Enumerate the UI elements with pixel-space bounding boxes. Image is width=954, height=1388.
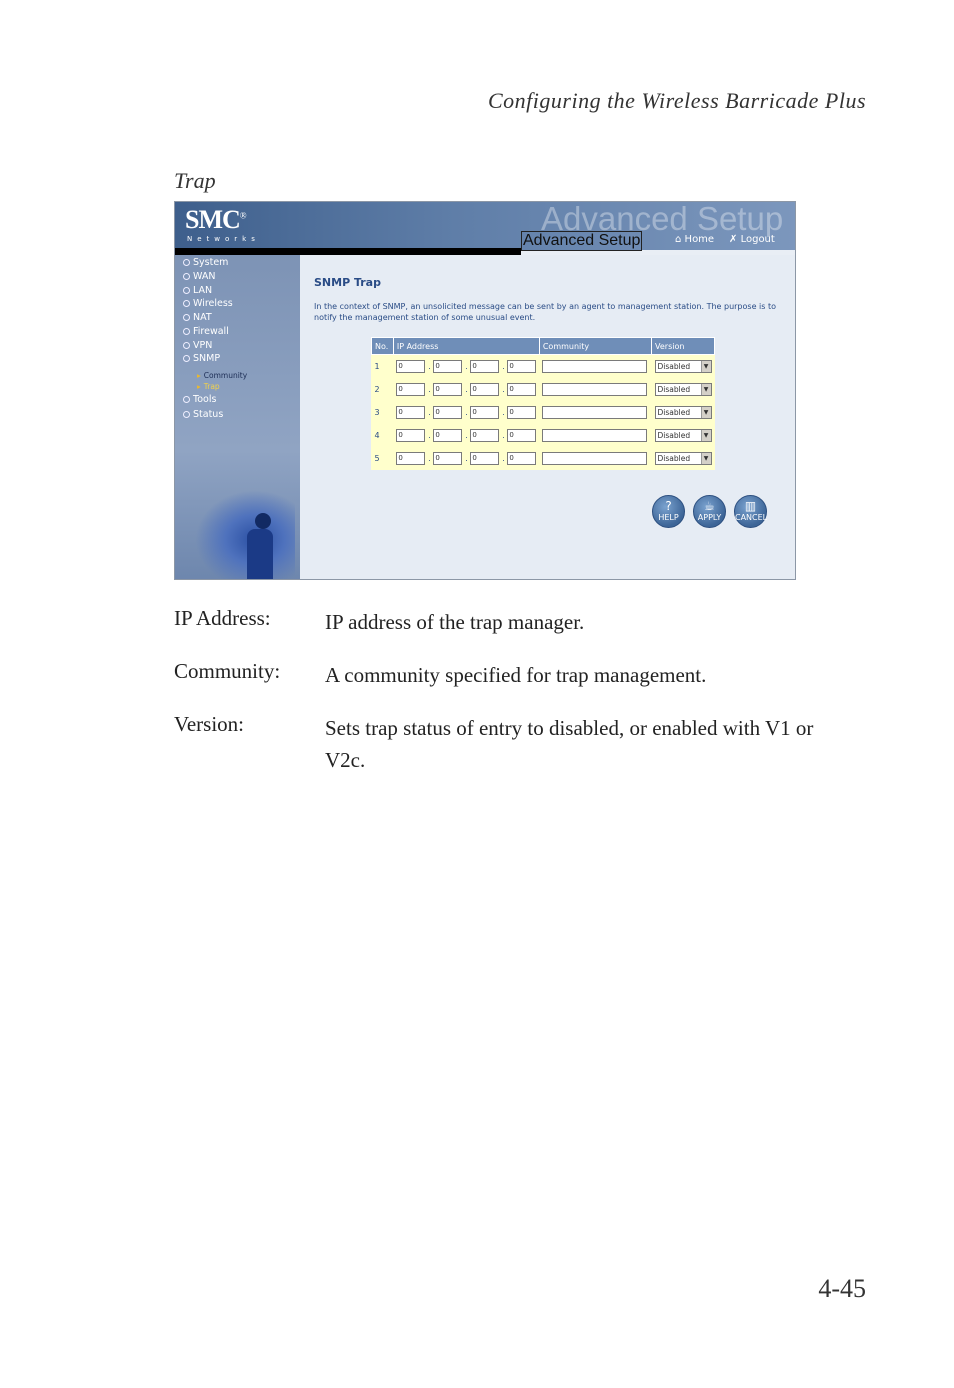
banner-divider bbox=[175, 248, 521, 255]
row-number: 4 bbox=[374, 431, 380, 440]
registered-mark: ® bbox=[239, 210, 246, 221]
ip-octet-input[interactable]: 0 bbox=[470, 452, 499, 465]
bullet-icon bbox=[183, 355, 190, 362]
community-input[interactable] bbox=[542, 383, 647, 396]
version-cell bbox=[652, 447, 715, 470]
nav-item-nat[interactable] bbox=[183, 312, 212, 323]
cup-icon: ☕ bbox=[704, 499, 715, 513]
question-icon: ? bbox=[665, 499, 672, 513]
nav-label: WAN bbox=[193, 271, 216, 282]
ip-octet-input[interactable]: 0 bbox=[470, 360, 499, 373]
version-value: Disabled bbox=[657, 362, 691, 371]
ip-octet-input[interactable]: 0 bbox=[396, 429, 425, 442]
bullet-icon bbox=[183, 300, 190, 307]
community-input[interactable] bbox=[542, 406, 647, 419]
nav-sub-label: Trap bbox=[203, 382, 220, 391]
col-header-ip: IP Address bbox=[393, 338, 539, 355]
nav-label: Firewall bbox=[193, 326, 229, 337]
row-number: 1 bbox=[374, 362, 380, 371]
definition-term: Version: bbox=[174, 712, 244, 736]
page-title: SNMP Trap bbox=[314, 276, 381, 289]
running-head: Configuring the Wireless Barricade Plus bbox=[488, 88, 866, 113]
ip-address-cell: 0 . 0 . 0 . 0 bbox=[393, 401, 539, 424]
nav-item-system[interactable] bbox=[183, 257, 228, 268]
version-select[interactable] bbox=[655, 452, 712, 465]
cancel-button-label: CANCEL bbox=[735, 513, 768, 522]
ip-octet-input[interactable]: 0 bbox=[396, 383, 425, 396]
home-link[interactable] bbox=[675, 234, 714, 245]
bullet-icon bbox=[183, 328, 190, 335]
definition-text: Sets trap status of entry to disabled, or enabled with V1 or V2c. bbox=[325, 716, 814, 772]
main-panel bbox=[300, 255, 796, 580]
community-input[interactable] bbox=[542, 360, 647, 373]
nav-label: System bbox=[193, 257, 229, 268]
ip-octet-input[interactable]: 0 bbox=[433, 429, 462, 442]
col-header-no: No. bbox=[372, 338, 394, 355]
sidebar-illustration bbox=[195, 490, 295, 580]
ip-address-cell: 0 . 0 . 0 . 0 bbox=[393, 424, 539, 447]
nav-label: VPN bbox=[193, 340, 213, 351]
triangle-right-icon: ▸ bbox=[197, 371, 201, 380]
definition-text: IP address of the trap manager. bbox=[325, 610, 585, 634]
cancel-button[interactable] bbox=[734, 495, 767, 528]
ip-octet-input[interactable]: 0 bbox=[507, 406, 536, 419]
community-input[interactable] bbox=[542, 452, 647, 465]
community-cell bbox=[539, 401, 651, 424]
router-screenshot bbox=[174, 201, 796, 580]
col-header-version: Version bbox=[652, 338, 715, 355]
page-description: In the context of SNMP, an unsolicited message can be sent by an agent to management station. The purpose is to notify the management station of some unusual event. bbox=[314, 302, 777, 322]
logout-link[interactable] bbox=[729, 234, 775, 245]
logout-icon: ✗ bbox=[729, 234, 738, 245]
nav-item-status[interactable] bbox=[183, 409, 223, 420]
nav-sub-label: Community bbox=[203, 371, 248, 380]
nav-label: LAN bbox=[193, 285, 213, 296]
community-cell bbox=[539, 447, 651, 470]
banner bbox=[175, 202, 796, 250]
definition-text: A community specified for trap management. bbox=[325, 663, 707, 687]
bullet-icon bbox=[183, 314, 190, 321]
bullet-icon bbox=[183, 287, 190, 294]
version-value: Disabled bbox=[657, 454, 691, 463]
sidebar bbox=[175, 255, 300, 580]
nav-item-lan[interactable] bbox=[183, 285, 212, 296]
table-row bbox=[372, 447, 715, 470]
ip-octet-input[interactable]: 0 bbox=[433, 406, 462, 419]
table-row bbox=[372, 424, 715, 447]
row-number: 2 bbox=[374, 385, 380, 394]
table-row bbox=[372, 355, 715, 379]
chevron-down-icon: ▼ bbox=[701, 453, 711, 464]
definition-term: Community: bbox=[174, 659, 281, 683]
nav-subitem-trap[interactable] bbox=[197, 382, 220, 391]
ip-octet-input[interactable]: 0 bbox=[433, 452, 462, 465]
ip-octet-input[interactable]: 0 bbox=[433, 360, 462, 373]
nav-item-wan[interactable] bbox=[183, 271, 215, 282]
row-number: 3 bbox=[374, 408, 380, 417]
ip-octet-input[interactable]: 0 bbox=[507, 360, 536, 373]
version-value: Disabled bbox=[657, 431, 691, 440]
chevron-down-icon: ▼ bbox=[701, 430, 711, 441]
community-cell bbox=[539, 355, 651, 379]
version-select[interactable] bbox=[655, 406, 712, 419]
definition-term: IP Address: bbox=[174, 606, 271, 630]
version-select[interactable] bbox=[655, 383, 712, 396]
chevron-down-icon: ▼ bbox=[701, 384, 711, 395]
table-row bbox=[372, 401, 715, 424]
logout-link-label: Logout bbox=[740, 234, 775, 245]
ip-octet-input[interactable]: 0 bbox=[507, 452, 536, 465]
version-value: Disabled bbox=[657, 385, 691, 394]
nav-item-vpn[interactable] bbox=[183, 340, 212, 351]
logo-text: SMC bbox=[185, 205, 240, 234]
bullet-icon bbox=[183, 259, 190, 266]
help-button-label: HELP bbox=[658, 513, 679, 522]
col-header-community: Community bbox=[539, 338, 651, 355]
home-link-label: Home bbox=[684, 234, 715, 245]
nav-label: Wireless bbox=[193, 298, 233, 309]
nav-item-tools[interactable] bbox=[183, 394, 216, 405]
smc-logo bbox=[185, 205, 246, 235]
bullet-icon bbox=[183, 396, 190, 403]
version-cell bbox=[652, 355, 715, 379]
table-header-row bbox=[372, 338, 715, 355]
ip-octet-input[interactable]: 0 bbox=[507, 429, 536, 442]
advanced-setup-label: Advanced Setup bbox=[523, 232, 641, 249]
table-row bbox=[372, 378, 715, 401]
triangle-right-icon: ▸ bbox=[197, 382, 201, 391]
apply-button[interactable] bbox=[693, 495, 726, 528]
ip-address-cell: 0 . 0 . 0 . 0 bbox=[393, 378, 539, 401]
apply-button-label: APPLY bbox=[697, 513, 722, 522]
ip-address-cell: 0 . 0 . 0 . 0 bbox=[393, 355, 539, 379]
chevron-down-icon: ▼ bbox=[701, 407, 711, 418]
community-cell bbox=[539, 424, 651, 447]
version-value: Disabled bbox=[657, 408, 691, 417]
ip-octet-input[interactable]: 0 bbox=[433, 383, 462, 396]
ip-octet-input[interactable]: 0 bbox=[396, 360, 425, 373]
ip-octet-input[interactable]: 0 bbox=[396, 406, 425, 419]
version-select[interactable] bbox=[655, 360, 712, 373]
nav-label: Tools bbox=[193, 394, 217, 405]
banner-ghost-title: Advanced Setup bbox=[541, 201, 784, 237]
page-number: 4-45 bbox=[818, 1274, 866, 1303]
figure-caption: Trap bbox=[174, 168, 216, 193]
person-illustration-body bbox=[247, 529, 273, 580]
ip-octet-input[interactable]: 0 bbox=[507, 383, 536, 396]
ip-octet-input[interactable]: 0 bbox=[396, 452, 425, 465]
ip-octet-input[interactable]: 0 bbox=[470, 383, 499, 396]
bullet-icon bbox=[183, 411, 190, 418]
row-number: 5 bbox=[374, 454, 380, 463]
bullet-icon bbox=[183, 342, 190, 349]
home-icon: ⌂ bbox=[675, 234, 682, 245]
bullet-icon bbox=[183, 273, 190, 280]
nav-item-wireless[interactable] bbox=[183, 298, 233, 309]
community-input[interactable] bbox=[542, 429, 647, 442]
nav-label: SNMP bbox=[193, 353, 221, 364]
nav-subitem-community[interactable] bbox=[197, 371, 247, 380]
version-cell bbox=[652, 378, 715, 401]
ip-address-cell: 0 . 0 . 0 . 0 bbox=[393, 447, 539, 470]
nav-item-firewall[interactable] bbox=[183, 326, 229, 337]
nav-label: Status bbox=[193, 409, 224, 420]
nav-item-snmp[interactable] bbox=[183, 353, 220, 364]
version-cell bbox=[652, 401, 715, 424]
trash-icon: ▥ bbox=[744, 499, 757, 513]
version-cell bbox=[652, 424, 715, 447]
ip-octet-input[interactable]: 0 bbox=[470, 429, 499, 442]
help-button[interactable] bbox=[652, 495, 685, 528]
ip-octet-input[interactable]: 0 bbox=[470, 406, 499, 419]
version-select[interactable] bbox=[655, 429, 712, 442]
trap-table bbox=[371, 337, 715, 470]
nav-label: NAT bbox=[193, 312, 212, 323]
community-cell bbox=[539, 378, 651, 401]
chevron-down-icon: ▼ bbox=[701, 361, 711, 372]
logo-subtitle: Networks bbox=[187, 235, 260, 243]
person-illustration-head bbox=[255, 513, 271, 529]
